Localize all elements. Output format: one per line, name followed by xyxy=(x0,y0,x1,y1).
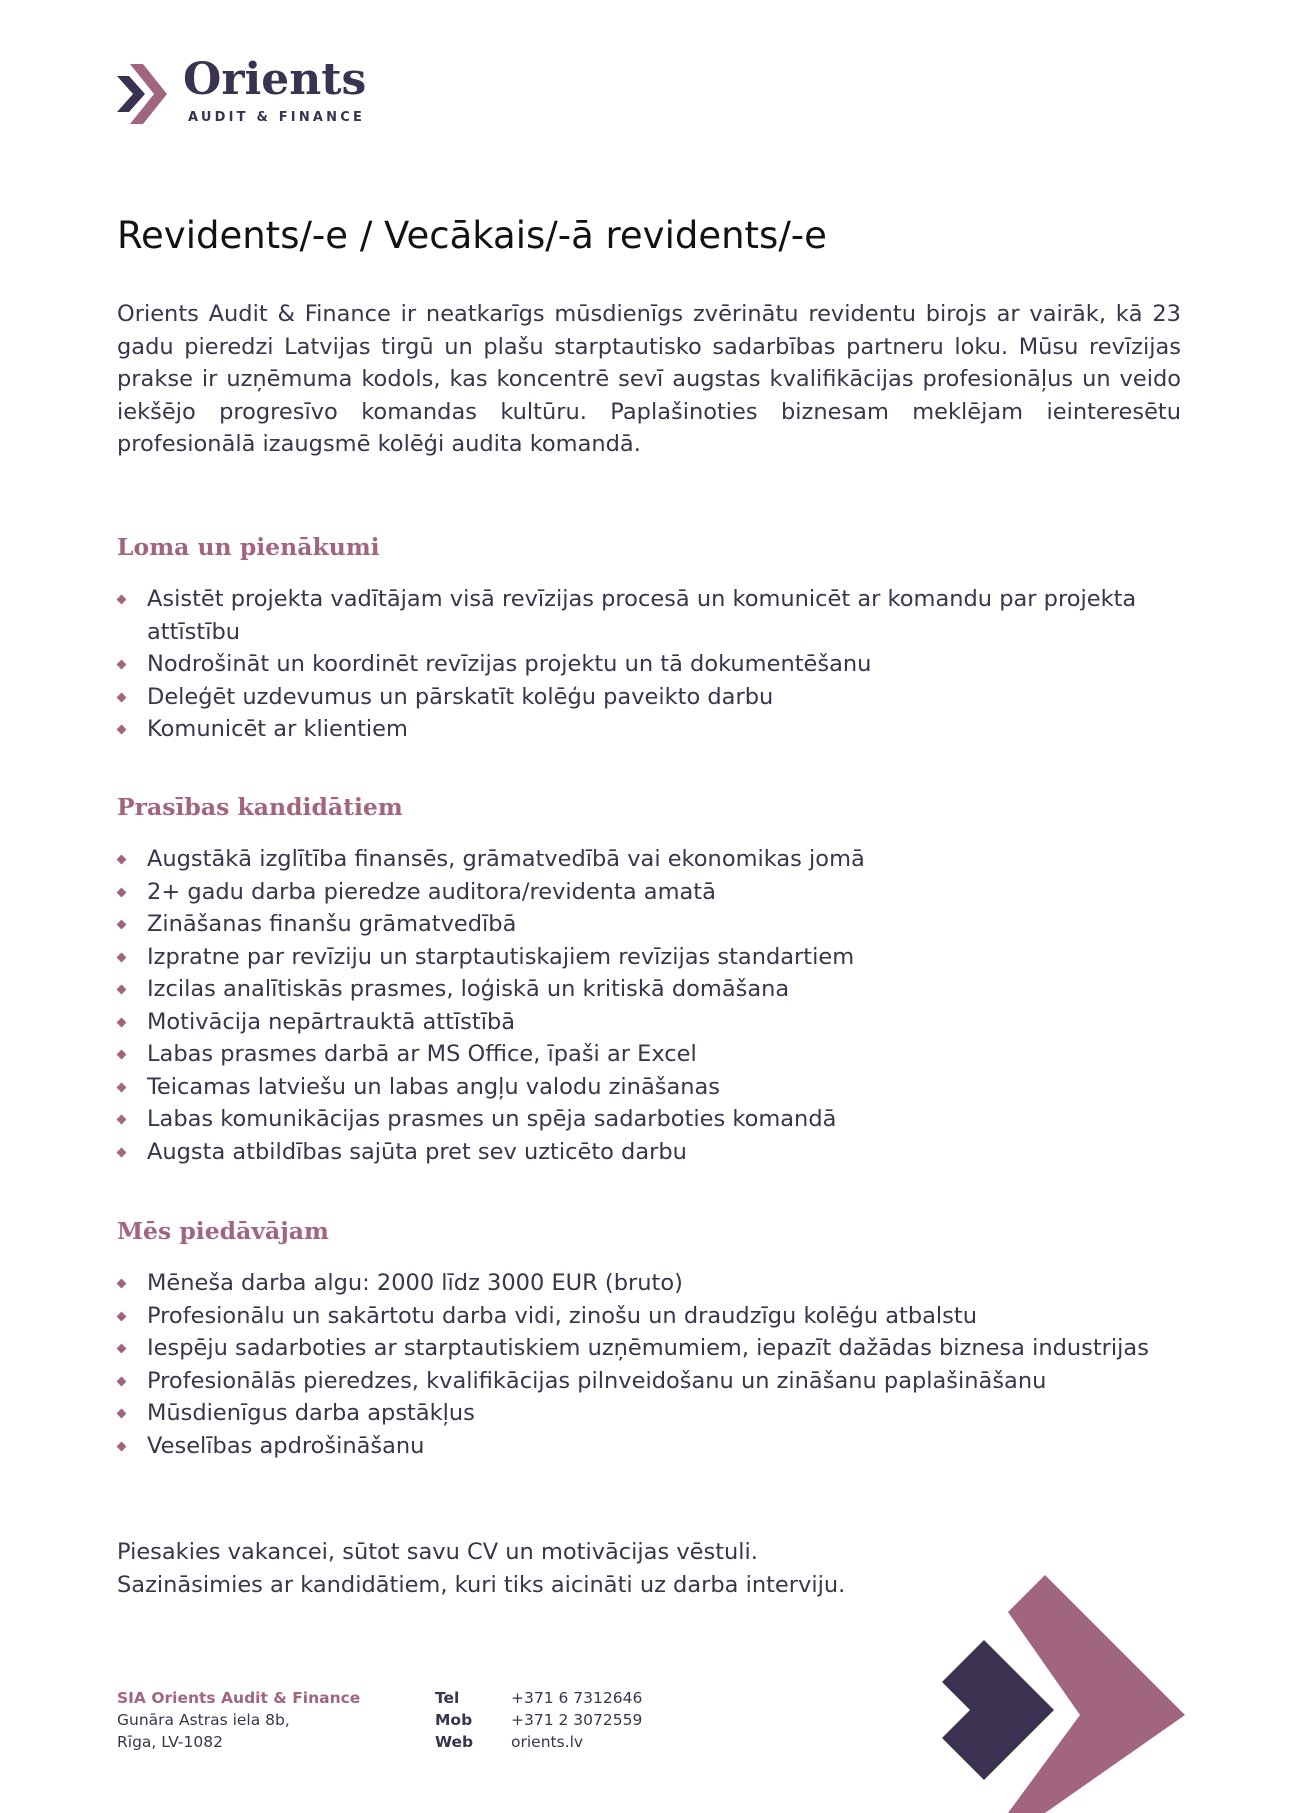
diamond-bullet-icon xyxy=(117,660,127,670)
list-item: Izpratne par revīziju un starptautiskajiem revīzijas standartiem xyxy=(117,941,1217,974)
page-title: Revidents/-e / Vecākais/-ā revidents/-e xyxy=(117,214,827,257)
section-heading: Prasības kandidātiem xyxy=(117,793,403,821)
footer-contacts xyxy=(435,1687,642,1753)
list-item: 2+ gadu darba pieredze auditora/revidenta amatā xyxy=(117,876,1217,909)
diamond-bullet-icon xyxy=(117,952,127,962)
diamond-bullet-icon xyxy=(117,1376,127,1386)
list-item: Profesionālu un sakārtotu darba vidi, zinošu un draudzīgu kolēģu atbalstu xyxy=(117,1300,1217,1333)
list-item: Zināšanas finanšu grāmatvedībā xyxy=(117,908,1217,941)
list-item: Komunicēt ar klientiem xyxy=(117,713,1217,746)
contact-label: Web xyxy=(435,1733,474,1751)
chevron-logo-icon xyxy=(117,64,171,124)
diamond-bullet-icon xyxy=(117,1147,127,1157)
contact-row-tel xyxy=(435,1687,642,1709)
list-item: Izcilas analītiskās prasmes, loģiskā un kritiskā domāšana xyxy=(117,973,1217,1006)
list-item: Nodrošināt un koordinēt revīzijas projektu un tā dokumentēšanu xyxy=(117,648,1217,681)
section-heading: Mēs piedāvājam xyxy=(117,1217,329,1245)
cta-line: Piesakies vakancei, sūtot savu CV un motivācijas vēstuli. xyxy=(117,1539,758,1565)
section-role xyxy=(117,533,1217,746)
diamond-bullet-icon xyxy=(117,1279,127,1289)
cta-line: Sazināsimies ar kandidātiem, kuri tiks aicināti uz darba interviju. xyxy=(117,1571,846,1598)
list-item: Asistēt projekta vadītājam visā revīzijas procesā un komunicēt ar komandu par projekta attīstību xyxy=(117,583,1217,648)
list-item: Mūsdienīgus darba apstākļus xyxy=(117,1397,1217,1430)
diamond-bullet-icon xyxy=(117,1311,127,1321)
bullet-list xyxy=(117,1267,1217,1462)
diamond-bullet-icon xyxy=(117,1017,127,1027)
contact-row-web xyxy=(435,1731,642,1753)
bullet-list xyxy=(117,843,1217,1168)
footer-address xyxy=(117,1687,360,1753)
diamond-bullet-icon xyxy=(117,1441,127,1451)
footer-address-line: Gunāra Astras iela 8b, xyxy=(117,1711,290,1729)
diamond-bullet-icon xyxy=(117,1409,127,1419)
footer-company: SIA Orients Audit & Finance xyxy=(117,1689,361,1707)
list-item: Deleģēt uzdevumus un pārskatīt kolēģu paveikto darbu xyxy=(117,681,1217,714)
diamond-bullet-icon xyxy=(117,725,127,735)
section-requirements xyxy=(117,793,1217,1168)
decorative-chevrons-icon xyxy=(930,1565,1190,1813)
list-item: Augstākā izglītība finansēs, grāmatvedībā vai ekonomikas jomā xyxy=(117,843,1217,876)
logo-subtitle: AUDIT & FINANCE xyxy=(188,110,366,125)
list-item: Profesionālās pieredzes, kvalifikācijas pilnveidošanu un zināšanu paplašināšanu xyxy=(117,1365,1217,1398)
contact-label: Mob xyxy=(435,1711,473,1729)
intro-paragraph: Orients Audit & Finance ir neatkarīgs mūsdienīgs zvērinātu revidentu birojs ar vairāk, kā 23 gadu pieredzi Latvijas tirgū un plašu starptautisko sadarbības partneru loku. Mūsu revīzijas prakse ir uzņēmuma kodols, kas koncentrē sevī augstas kvalifikācijas profesionāļus un veido iekšējo progresīvo komandas kultūru. Paplašinoties biznesam meklējam ieinteresētu profesionālā izaugsmē kolēģi audita komandā. xyxy=(117,301,1181,457)
list-item: Mēneša darba algu: 2000 līdz 3000 EUR (bruto) xyxy=(117,1267,1217,1300)
diamond-bullet-icon xyxy=(117,1050,127,1060)
contact-value[interactable]: +371 6 7312646 xyxy=(511,1689,643,1707)
company-logo xyxy=(117,56,367,128)
contact-value[interactable]: +371 2 3072559 xyxy=(511,1711,643,1729)
list-item: Teicamas latviešu un labas angļu valodu zināšanas xyxy=(117,1071,1217,1104)
contact-label: Tel xyxy=(435,1689,460,1707)
diamond-bullet-icon xyxy=(117,855,127,865)
contact-row-mob xyxy=(435,1709,642,1731)
diamond-bullet-icon xyxy=(117,920,127,930)
logo-name: Orients xyxy=(183,54,367,105)
footer-address-line: Rīga, LV-1082 xyxy=(117,1733,223,1751)
list-item: Augsta atbildības sajūta pret sev uzticēto darbu xyxy=(117,1136,1217,1169)
diamond-bullet-icon xyxy=(117,692,127,702)
section-offer xyxy=(117,1217,1217,1462)
call-to-action xyxy=(117,1536,845,1601)
diamond-bullet-icon xyxy=(117,1082,127,1092)
bullet-list xyxy=(117,583,1217,746)
list-item: Iespēju sadarboties ar starptautiskiem uzņēmumiem, iepazīt dažādas biznesa industrijas xyxy=(117,1332,1217,1365)
diamond-bullet-icon xyxy=(117,1344,127,1354)
diamond-bullet-icon xyxy=(117,985,127,995)
list-item: Labas komunikācijas prasmes un spēja sadarboties komandā xyxy=(117,1103,1217,1136)
website-link[interactable]: orients.lv xyxy=(511,1733,584,1751)
diamond-bullet-icon xyxy=(117,595,127,605)
diamond-bullet-icon xyxy=(117,1115,127,1125)
list-item: Labas prasmes darbā ar MS Office, īpaši ar Excel xyxy=(117,1038,1217,1071)
section-heading: Loma un pienākumi xyxy=(117,533,380,561)
list-item: Veselības apdrošināšanu xyxy=(117,1430,1217,1463)
list-item: Motivācija nepārtrauktā attīstībā xyxy=(117,1006,1217,1039)
diamond-bullet-icon xyxy=(117,887,127,897)
